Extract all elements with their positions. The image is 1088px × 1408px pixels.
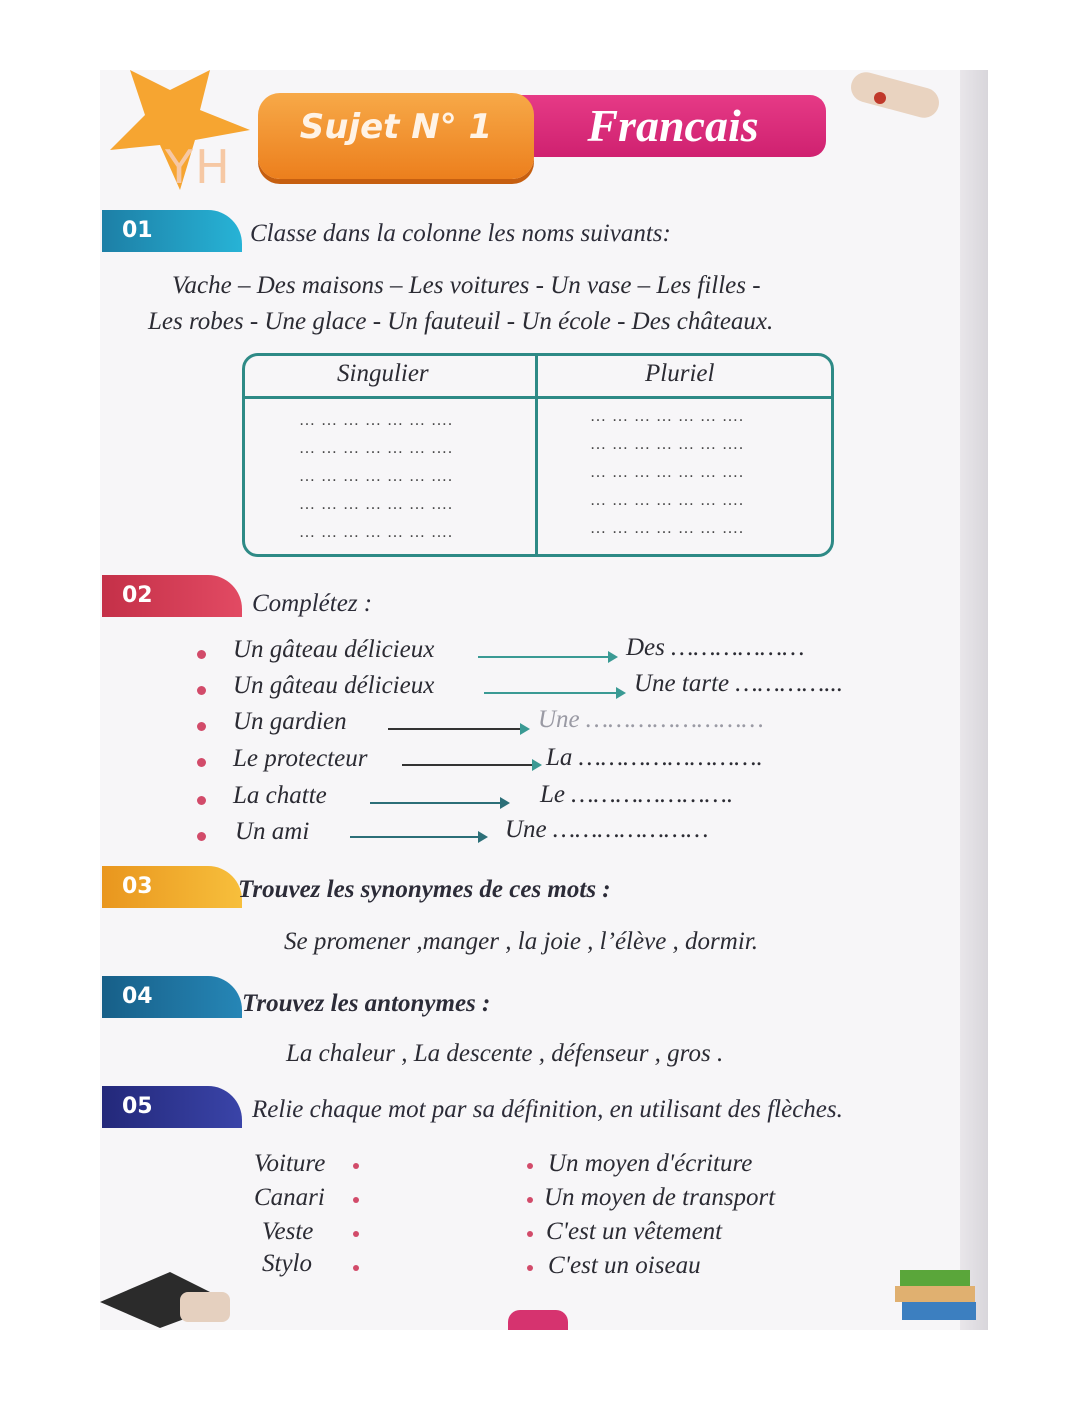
topic-banner	[258, 93, 534, 179]
answer-blank[interactable]: … … … … … … ….	[590, 520, 744, 537]
match-definition: C'est un vêtement	[546, 1218, 723, 1245]
word-list-line: La chaleur , La descente , défenseur , gros .	[286, 1040, 724, 1067]
bullet-icon	[197, 722, 206, 731]
topic-title: Sujet N° 1	[299, 107, 493, 147]
match-word: Veste	[262, 1218, 314, 1245]
answer-blank[interactable]: … … … … … … ….	[590, 436, 744, 453]
bullet-icon	[197, 832, 206, 841]
match-dot-icon[interactable]	[353, 1197, 359, 1203]
phrase-left: Un gardien	[233, 708, 347, 735]
match-dot-icon[interactable]	[527, 1163, 533, 1169]
arrow-right-icon	[402, 764, 540, 766]
page-background	[100, 70, 988, 1330]
exercise-number-badge: 03	[102, 866, 242, 908]
phrase-right[interactable]: La …………………….	[546, 744, 763, 771]
answer-blank[interactable]: … … … … … … ….	[299, 496, 453, 513]
arrow-right-icon	[350, 836, 486, 838]
arrow-right-icon	[388, 728, 528, 730]
phrase-right[interactable]: Une ……………………	[538, 706, 764, 733]
match-definition: Un moyen d'écriture	[548, 1150, 753, 1177]
phrase-left: Un ami	[235, 818, 310, 845]
exercise-instruction: Trouvez les synonymes de ces mots :	[238, 876, 611, 903]
match-definition: Un moyen de transport	[544, 1184, 776, 1211]
classification-table	[242, 353, 834, 557]
graduation-cap-icon	[100, 1262, 240, 1330]
answer-blank[interactable]: … … … … … … ….	[299, 440, 453, 457]
answer-blank[interactable]: … … … … … … ….	[590, 408, 744, 425]
word-list-line: Les robes - Une glace - Un fauteuil - Un école - Des châteaux.	[148, 308, 774, 335]
match-dot-icon[interactable]	[353, 1265, 359, 1271]
match-dot-icon[interactable]	[527, 1231, 533, 1237]
phrase-left: Un gâteau délicieux	[233, 636, 435, 663]
page-number-tab	[508, 1310, 568, 1330]
match-word: Canari	[254, 1184, 325, 1211]
column-header-plural: Pluriel	[645, 360, 715, 387]
column-header-singular: Singulier	[337, 360, 429, 387]
answer-blank[interactable]: … … … … … … ….	[299, 524, 453, 541]
match-word: Stylo	[262, 1250, 312, 1277]
match-dot-icon[interactable]	[353, 1231, 359, 1237]
answer-blank[interactable]: … … … … … … ….	[590, 464, 744, 481]
phrase-left: La chatte	[233, 782, 327, 809]
exercise-instruction: Trouvez les antonymes :	[242, 990, 491, 1017]
arrow-right-icon	[478, 656, 616, 658]
match-word: Voiture	[254, 1150, 326, 1177]
answer-blank[interactable]: … … … … … … ….	[299, 412, 453, 429]
arrow-right-icon	[484, 692, 624, 694]
subject-banner	[520, 95, 826, 157]
answer-blank[interactable]: … … … … … … ….	[299, 468, 453, 485]
phrase-left: Un gâteau délicieux	[233, 672, 435, 699]
phrase-left: Le protecteur	[233, 745, 368, 772]
exercise-instruction: Complétez :	[252, 590, 373, 617]
bullet-icon	[197, 758, 206, 767]
exercise-instruction: Relie chaque mot par sa définition, en utilisant des flèches.	[252, 1096, 843, 1123]
exercise-number-badge: 01	[102, 210, 242, 252]
match-dot-icon[interactable]	[527, 1265, 533, 1271]
subject-title: Francais	[587, 100, 759, 151]
book-spine-decoration	[960, 70, 988, 1330]
phrase-right[interactable]: Une …………………	[505, 816, 709, 843]
exercise-number-badge: 02	[102, 575, 242, 617]
match-dot-icon[interactable]	[527, 1197, 533, 1203]
match-definition: C'est un oiseau	[548, 1252, 701, 1279]
phrase-right[interactable]: Une tarte …………...	[634, 670, 844, 697]
exercise-number-badge: 04	[102, 976, 242, 1018]
watermark-text: YH	[165, 140, 232, 194]
diploma-scroll-icon	[840, 70, 950, 140]
exercise-number-badge: 05	[102, 1086, 242, 1128]
word-list-line: Vache – Des maisons – Les voitures - Un vase – Les filles -	[172, 272, 761, 299]
arrow-right-icon	[370, 802, 508, 804]
answer-blank[interactable]: … … … … … … ….	[590, 492, 744, 509]
bullet-icon	[197, 650, 206, 659]
match-dot-icon[interactable]	[353, 1163, 359, 1169]
bullet-icon	[197, 686, 206, 695]
phrase-right[interactable]: Le ………………….	[540, 781, 734, 808]
word-list-line: Se promener ,manger , la joie , l’élève , dormir.	[284, 928, 758, 955]
exercise-instruction: Classe dans la colonne les noms suivants:	[250, 220, 671, 247]
bullet-icon	[197, 796, 206, 805]
books-decoration-icon	[890, 1255, 988, 1330]
phrase-right[interactable]: Des ………………	[626, 634, 805, 661]
